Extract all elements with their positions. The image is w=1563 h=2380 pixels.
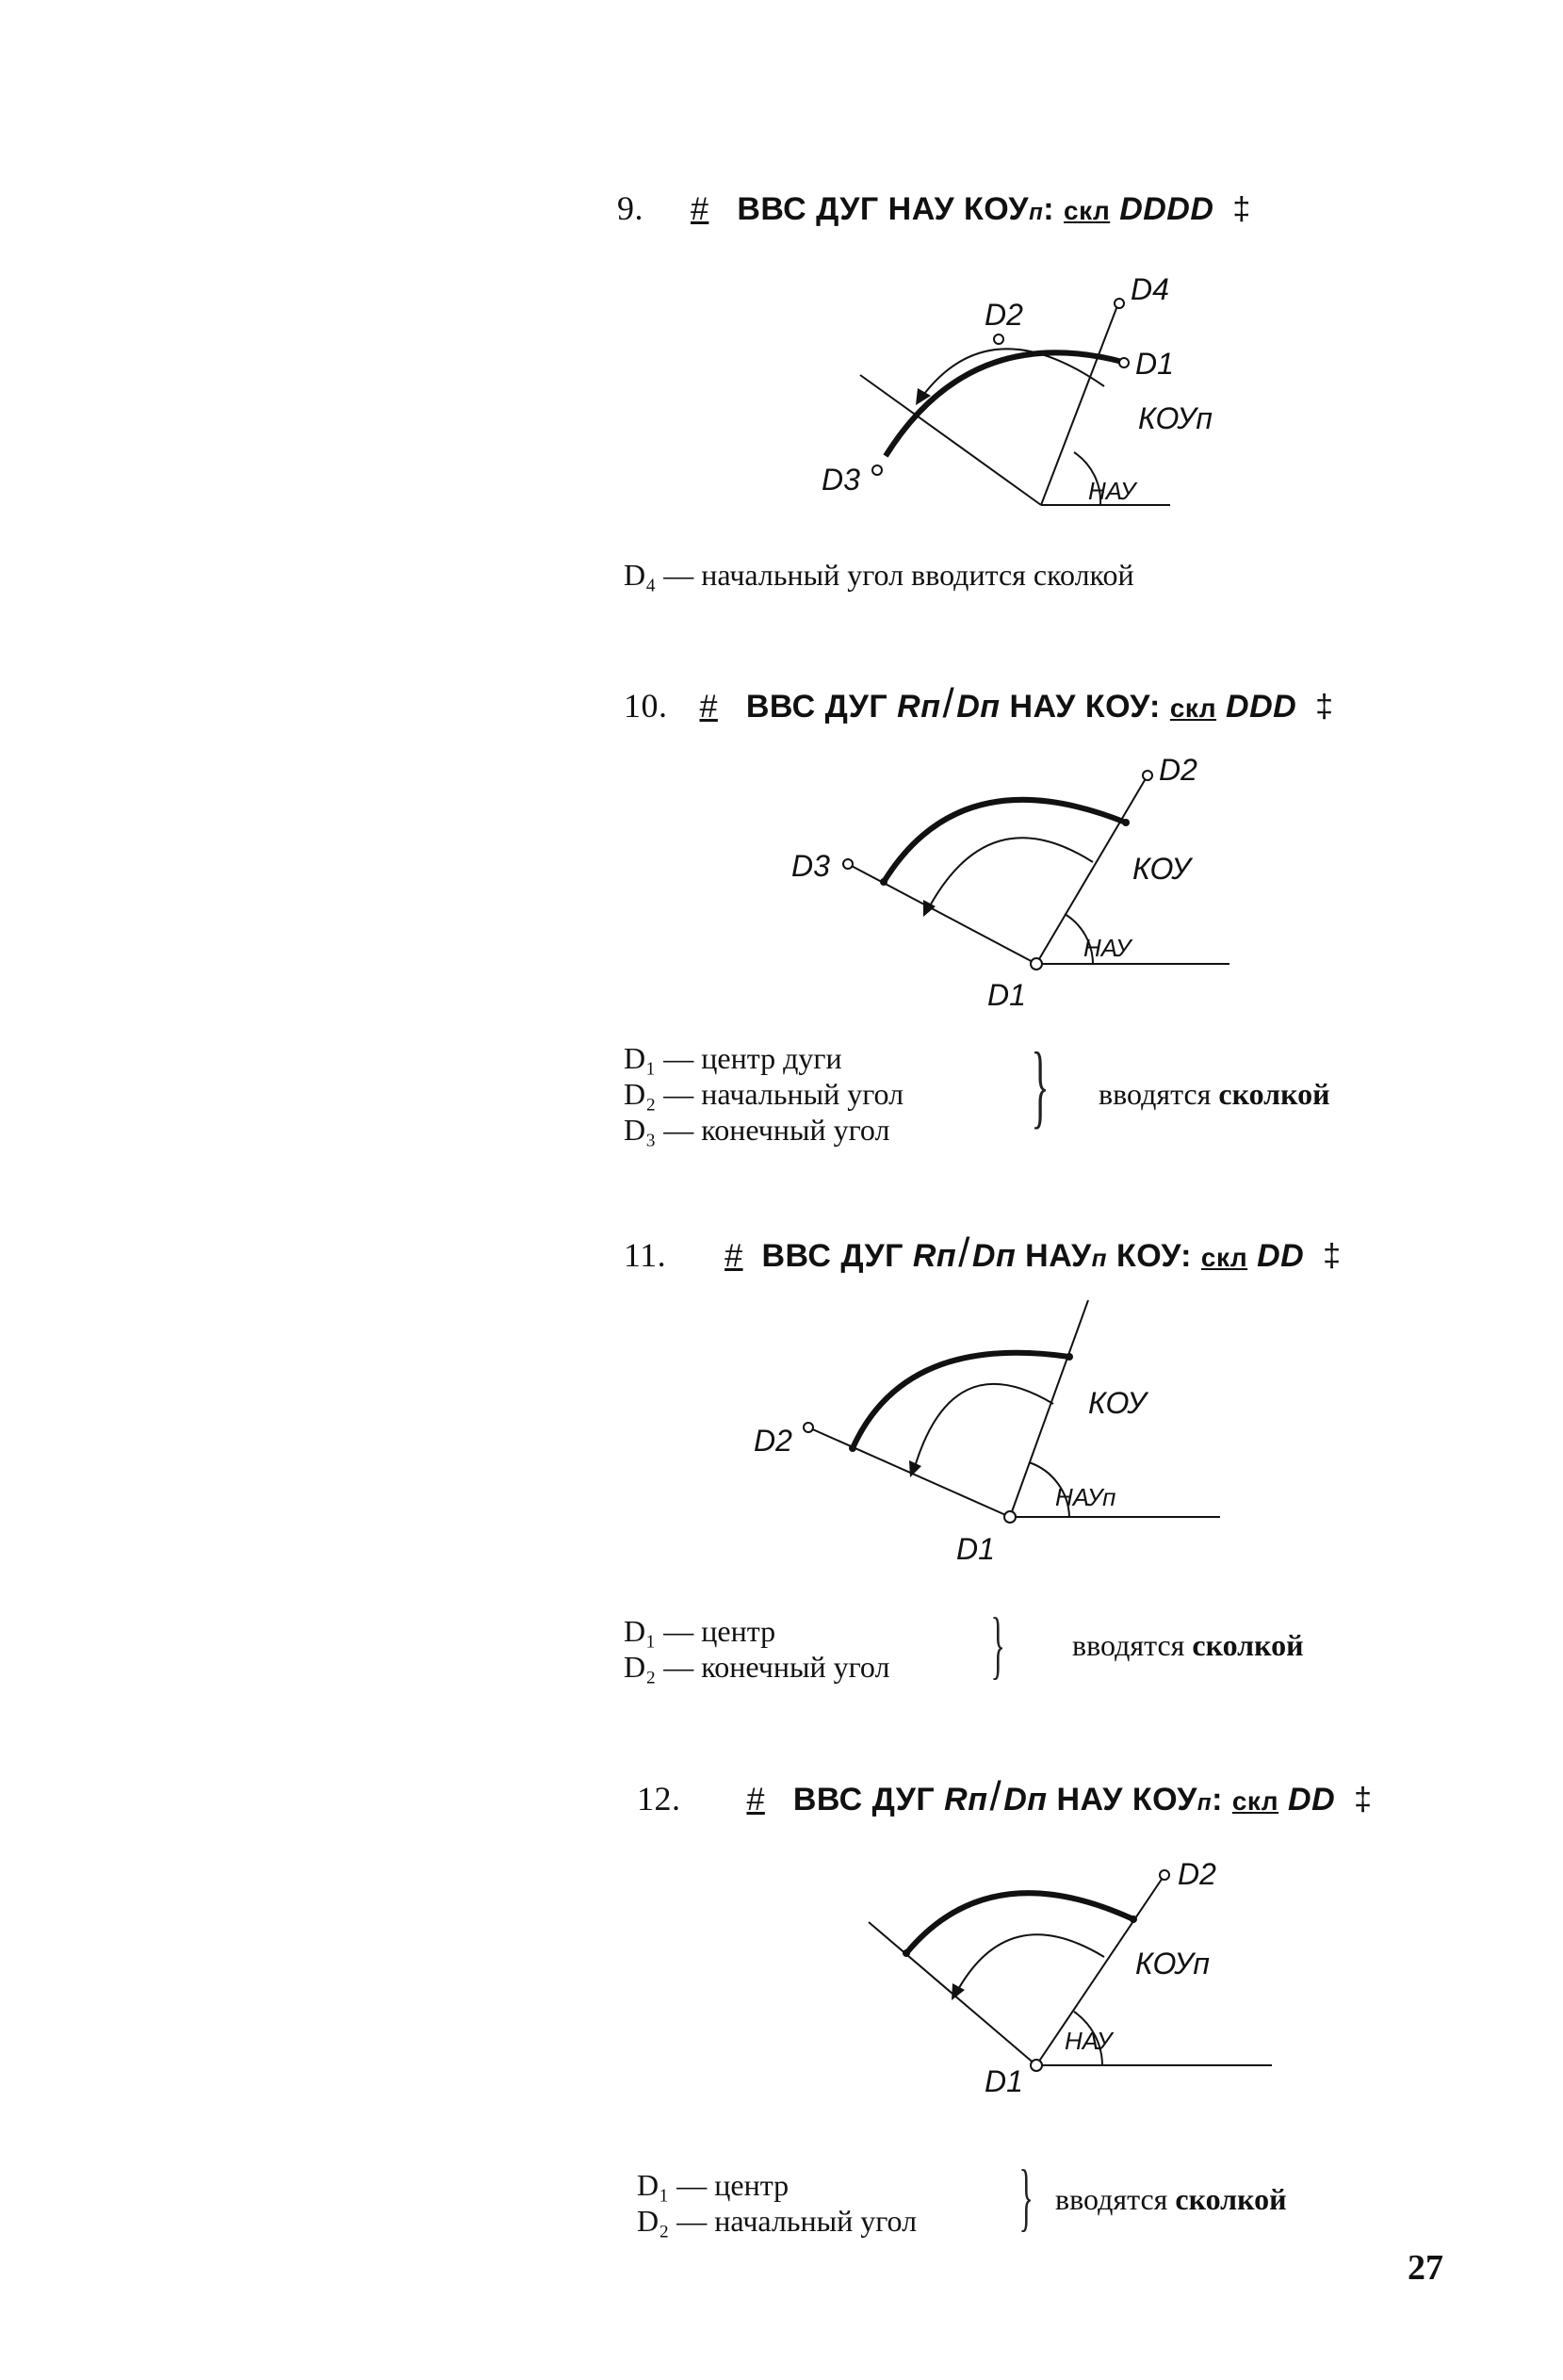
command-line-11 — [624, 1230, 1342, 1277]
note-row: D₂ — начальный угол — [624, 1077, 904, 1111]
note-right-prefix: вводятся — [1072, 1628, 1193, 1662]
hash-symbol: # — [690, 191, 709, 227]
label-angle: НАУ — [1088, 477, 1136, 505]
command-colon: : — [1212, 1782, 1223, 1818]
diameter-param: Dп — [971, 1238, 1017, 1274]
point-D1 — [1119, 358, 1129, 367]
label-D1: D1 — [1135, 347, 1174, 381]
label-D3: D3 — [791, 849, 830, 883]
command-line-12 — [637, 1773, 1373, 1820]
command-subscript: п — [1091, 1244, 1108, 1272]
label-angle: НАУ — [1083, 934, 1132, 962]
note-right-11 — [1072, 1628, 1304, 1663]
label-angle: НАУ — [1065, 2027, 1113, 2055]
label-D2: D2 — [754, 1424, 792, 1458]
point-D4 — [1115, 299, 1124, 308]
dagger-symbol: ‡ — [1354, 1782, 1373, 1818]
note-10 — [624, 1040, 904, 1148]
main-arc — [853, 1353, 1069, 1448]
command-colon: : — [1043, 191, 1055, 227]
label-D2: D2 — [1178, 1857, 1216, 1891]
label-arc: КОУ — [1132, 852, 1191, 886]
main-arc — [884, 800, 1126, 882]
skl-keyword: скл — [1064, 196, 1111, 225]
points-code: DD — [1257, 1238, 1305, 1274]
item-number: 11. — [624, 1236, 667, 1274]
command-subscript: п — [1197, 1790, 1213, 1816]
point-D3 — [843, 859, 853, 869]
radius-param: Rп — [944, 1782, 988, 1818]
label-D1: D1 — [987, 978, 1026, 1012]
arc-diagram-9 — [801, 272, 1213, 505]
diameter-param: Dп — [1003, 1782, 1048, 1818]
dagger-symbol: ‡ — [1323, 1238, 1342, 1274]
point-D1 — [1031, 958, 1042, 970]
skl-keyword: скл — [1169, 693, 1217, 723]
hash-symbol: # — [699, 689, 718, 725]
note-row: D₂ — начальный угол — [637, 2204, 918, 2238]
point-D2 — [994, 334, 1003, 344]
point-D1 — [1031, 2060, 1042, 2071]
page-number: 27 — [1408, 2248, 1443, 2288]
note-12 — [637, 2167, 917, 2239]
label-D2: D2 — [1159, 753, 1197, 787]
note-row: D₁ — центр — [637, 2168, 790, 2202]
item-number: 9. — [617, 189, 643, 227]
note-right-prefix: вводятся — [1099, 1077, 1219, 1111]
point-D2 — [1143, 771, 1152, 780]
slash-separator: / — [942, 680, 955, 726]
hash-symbol: # — [746, 1782, 765, 1818]
note-row: D₃ — конечный угол — [624, 1113, 890, 1147]
note-right-bold: сколкой — [1192, 1628, 1304, 1662]
command-text: ВВС ДУГ — [761, 1238, 913, 1274]
note-right-12 — [1055, 2182, 1287, 2217]
dagger-symbol: ‡ — [1315, 689, 1334, 725]
hash-symbol: # — [725, 1238, 743, 1274]
arc-end-point — [880, 878, 887, 886]
main-arc — [886, 352, 1126, 456]
note-row: D₁ — центр дуги — [624, 1041, 842, 1075]
label-D3: D3 — [822, 463, 860, 497]
note-11 — [624, 1613, 889, 1685]
diameter-param: Dп — [956, 689, 1001, 725]
arc-start-point — [1130, 1915, 1137, 1923]
command-line-10 — [624, 680, 1334, 727]
direction-arc — [956, 1934, 1104, 1993]
note-right-bold: сколкой — [1218, 1077, 1330, 1111]
points-code: DD — [1288, 1782, 1336, 1818]
construction-line — [808, 1427, 1010, 1517]
right-brace: } — [1018, 2156, 1034, 2239]
arc-diagram-10 — [782, 753, 1197, 1032]
right-brace: } — [1031, 1033, 1050, 1137]
arc-diagram-11 — [754, 1310, 1149, 1583]
point-D2 — [804, 1423, 813, 1432]
command-subscript: п — [1029, 200, 1044, 225]
direction-arc — [928, 838, 1093, 909]
right-brace: } — [990, 1604, 1005, 1687]
slash-separator: / — [989, 1773, 1002, 1819]
label-arc: КОУ — [1088, 1386, 1147, 1420]
construction-line — [848, 864, 1036, 964]
arrow-head — [923, 900, 936, 917]
label-D4: D4 — [1131, 272, 1169, 306]
arc-diagram-12 — [848, 1857, 1244, 2134]
points-code: DDDD — [1119, 191, 1214, 227]
label-D1: D1 — [985, 2064, 1023, 2098]
label-arc: КОУп — [1135, 1947, 1210, 1981]
dagger-symbol: ‡ — [1232, 191, 1251, 227]
main-arc — [906, 1893, 1133, 1953]
command-text-2: НАУ — [1016, 1238, 1092, 1274]
construction-line — [860, 375, 1041, 505]
command-text-2: НАУ КОУ — [1047, 1782, 1197, 1818]
arc-end-point — [849, 1444, 856, 1452]
arc-start-point — [1122, 819, 1130, 826]
note-right-bold: сколкой — [1175, 2182, 1287, 2216]
item-number: 10. — [624, 687, 668, 725]
label-D2: D2 — [985, 298, 1023, 332]
item-number: 12. — [637, 1780, 681, 1818]
command-text-3: КОУ: — [1107, 1238, 1192, 1274]
skl-keyword: скл — [1231, 1786, 1279, 1816]
command-text: ВВС ДУГ — [792, 1782, 945, 1818]
points-code: DDD — [1226, 689, 1297, 725]
command-text: ВВС ДУГ НАУ КОУ — [737, 191, 1030, 227]
label-arc: КОУп — [1138, 401, 1213, 435]
skl-keyword: скл — [1200, 1243, 1248, 1272]
note-right-10 — [1099, 1077, 1330, 1112]
command-text: ВВС ДУГ — [745, 689, 898, 725]
command-line-9 — [617, 188, 1251, 228]
point-D3 — [872, 465, 882, 475]
start-ray — [1041, 303, 1118, 505]
label-angle: НАУп — [1055, 1483, 1116, 1511]
label-D1: D1 — [956, 1532, 995, 1566]
note-right-prefix: вводятся — [1055, 2182, 1176, 2216]
note-9: D₄ — начальный угол вводится сколкой — [624, 558, 1134, 592]
slash-separator: / — [958, 1230, 970, 1276]
note-row: D₁ — центр — [624, 1614, 776, 1648]
arc-end-point — [903, 1949, 910, 1957]
arc-start-point — [1066, 1353, 1073, 1361]
radius-param: Rп — [897, 689, 941, 725]
command-text-2: НАУ КОУ: — [1000, 689, 1161, 725]
radius-param: Rп — [912, 1238, 957, 1274]
point-D2 — [1160, 1870, 1169, 1880]
point-D1 — [1004, 1511, 1016, 1523]
note-row: D₂ — конечный угол — [624, 1650, 890, 1684]
